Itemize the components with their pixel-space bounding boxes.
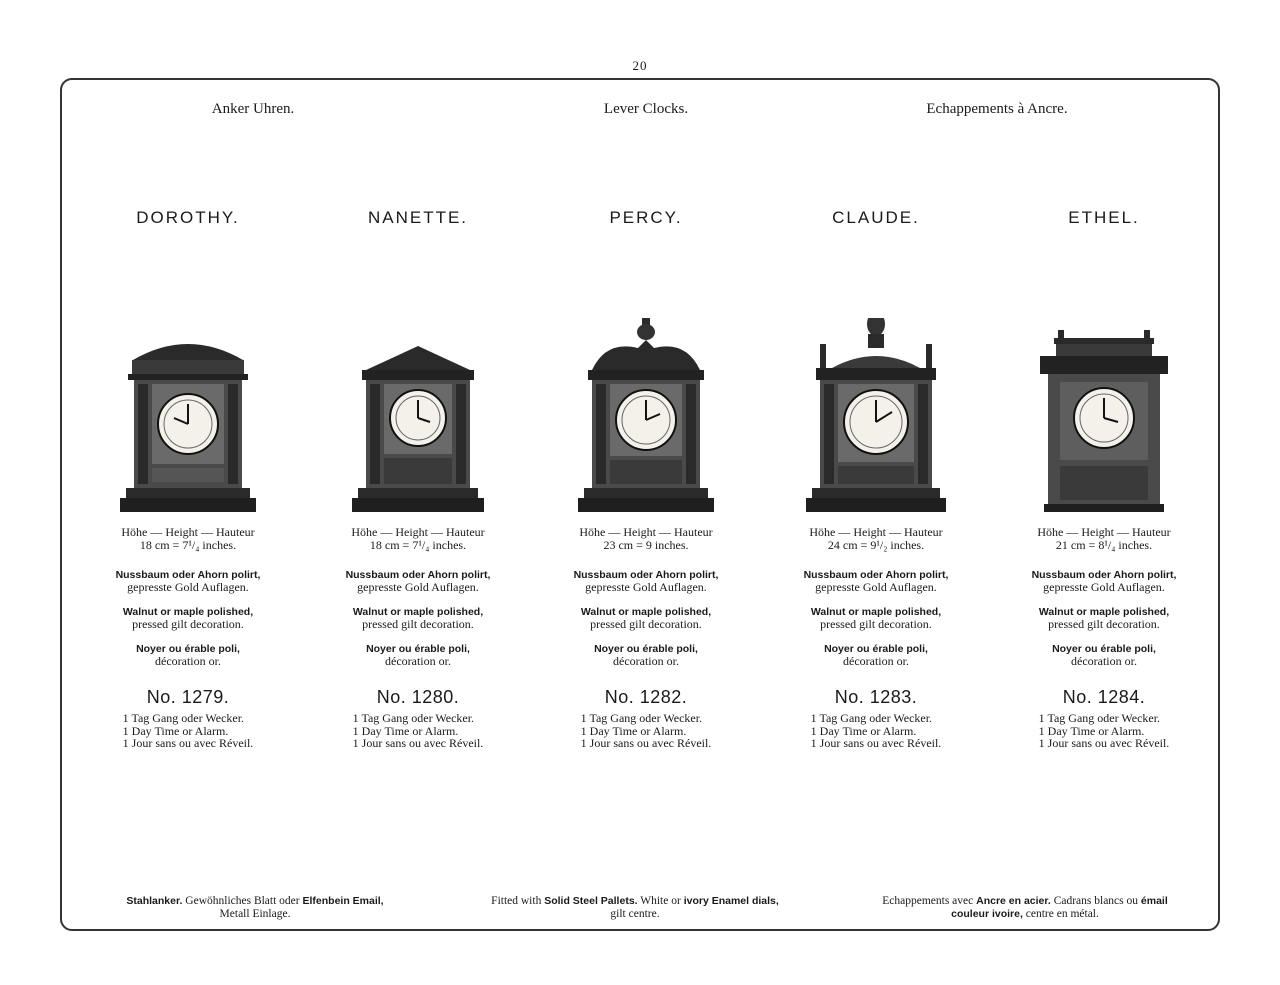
- footer-english-text-3: gilt centre.: [610, 908, 660, 920]
- height-label: Höhe — Height — Hauteur: [809, 525, 943, 539]
- height-label: Höhe — Height — Hauteur: [1037, 525, 1171, 539]
- clock-name: PERCY.: [609, 208, 683, 227]
- clock-name: CLAUDE.: [832, 208, 920, 227]
- footer-french: [842, 895, 1208, 921]
- description-german: Nussbaum oder Ahorn polirt,: [345, 569, 491, 581]
- option-german: 1 Tag Gang oder Wecker.: [1038, 711, 1161, 725]
- description-german: Nussbaum oder Ahorn polirt,: [1031, 569, 1177, 581]
- option-french: 1 Jour sans ou avec Réveil.: [122, 736, 254, 750]
- height-label: Höhe — Height — Hauteur: [351, 525, 485, 539]
- clock-illustration: [348, 318, 488, 518]
- description-english: Walnut or maple polished,: [810, 606, 942, 618]
- footer-french-text-2: Cadrans blancs ou: [1053, 895, 1139, 907]
- movement-options: [581, 712, 712, 750]
- description-german-detail: gepresste Gold Auflagen.: [815, 580, 937, 594]
- model-number: No. 1280.: [376, 687, 460, 707]
- footer-english-bold-2: ivory Enamel dials,: [683, 895, 779, 907]
- clock-illustration: [1034, 318, 1174, 518]
- height-value: 18 cm = 7¹/₄ inches.: [369, 538, 467, 552]
- description-french-detail: décoration or.: [155, 654, 221, 668]
- option-german: 1 Tag Gang oder Wecker.: [352, 711, 475, 725]
- clock-illustration: [118, 318, 258, 518]
- footer-german-bold-1: Stahlanker.: [126, 895, 183, 907]
- header-german: Anker Uhren.: [211, 101, 295, 117]
- movement-options: [353, 712, 484, 750]
- description-english-detail: pressed gilt decoration.: [362, 617, 474, 631]
- footer-german-bold-2: Elfenbein Email,: [302, 895, 384, 907]
- description-german: Nussbaum oder Ahorn polirt,: [573, 569, 719, 581]
- height-value: 23 cm = 9 inches.: [603, 538, 689, 552]
- footer-french-text-3: centre en métal.: [1025, 908, 1099, 920]
- description-german: Nussbaum oder Ahorn polirt,: [115, 569, 261, 581]
- clock-entry-1280: [303, 208, 533, 752]
- option-french: 1 Jour sans ou avec Réveil.: [810, 736, 942, 750]
- description-german-detail: gepresste Gold Auflagen.: [357, 580, 479, 594]
- footer-english: [455, 895, 815, 921]
- footer-english-bold-1: Solid Steel Pallets.: [544, 895, 638, 907]
- option-english: 1 Day Time or Alarm.: [810, 723, 917, 738]
- footer-german-text-1: Gewöhnliches Blatt oder: [185, 895, 300, 907]
- description-french-detail: décoration or.: [613, 654, 679, 668]
- footer-french-text-1: Echappements avec: [882, 895, 974, 907]
- description-german-detail: gepresste Gold Auflagen.: [585, 580, 707, 594]
- option-german: 1 Tag Gang oder Wecker.: [580, 711, 703, 725]
- option-english: 1 Day Time or Alarm.: [122, 723, 229, 738]
- clock-name: DOROTHY.: [136, 208, 240, 227]
- option-french: 1 Jour sans ou avec Réveil.: [352, 736, 484, 750]
- model-number: No. 1283.: [834, 687, 918, 707]
- description-english-detail: pressed gilt decoration.: [820, 617, 932, 631]
- description-german-detail: gepresste Gold Auflagen.: [127, 580, 249, 594]
- header-french: Echappements à Ancre.: [926, 101, 1068, 117]
- option-english: 1 Day Time or Alarm.: [352, 723, 459, 738]
- description-english-detail: pressed gilt decoration.: [1048, 617, 1160, 631]
- model-number: No. 1279.: [146, 687, 230, 707]
- footer-french-bold-2: émail: [1140, 895, 1168, 907]
- movement-options: [811, 712, 942, 750]
- clock-name: ETHEL.: [1068, 208, 1140, 227]
- clock-illustration: [806, 318, 946, 518]
- description-french: Noyer ou érable poli,: [136, 643, 240, 655]
- height-label: Höhe — Height — Hauteur: [579, 525, 713, 539]
- header-english: Lever Clocks.: [603, 101, 689, 117]
- description-french: Noyer ou érable poli,: [1052, 643, 1156, 655]
- option-english: 1 Day Time or Alarm.: [580, 723, 687, 738]
- option-german: 1 Tag Gang oder Wecker.: [810, 711, 933, 725]
- description-french: Noyer ou érable poli,: [366, 643, 470, 655]
- option-french: 1 Jour sans ou avec Réveil.: [580, 736, 712, 750]
- movement-options: [1039, 712, 1170, 750]
- description-french: Noyer ou érable poli,: [594, 643, 698, 655]
- description-english: Walnut or maple polished,: [352, 606, 484, 618]
- description-german: Nussbaum oder Ahorn polirt,: [803, 569, 949, 581]
- footer-french-bold-1: Ancre en acier.: [976, 895, 1051, 907]
- clock-entry-1279: [73, 208, 303, 752]
- description-french-detail: décoration or.: [843, 654, 909, 668]
- clock-illustration: [576, 318, 716, 518]
- height-label: Höhe — Height — Hauteur: [121, 525, 255, 539]
- movement-options: [123, 712, 254, 750]
- description-english-detail: pressed gilt decoration.: [590, 617, 702, 631]
- option-french: 1 Jour sans ou avec Réveil.: [1038, 736, 1170, 750]
- description-english: Walnut or maple polished,: [122, 606, 254, 618]
- description-french-detail: décoration or.: [1071, 654, 1137, 668]
- description-german-detail: gepresste Gold Auflagen.: [1043, 580, 1165, 594]
- clock-entry-1283: [761, 208, 991, 752]
- option-english: 1 Day Time or Alarm.: [1038, 723, 1145, 738]
- height-value: 24 cm = 9¹/₂ inches.: [827, 538, 925, 552]
- clock-name: NANETTE.: [367, 208, 469, 227]
- description-english-detail: pressed gilt decoration.: [132, 617, 244, 631]
- clock-entry-1282: [531, 208, 761, 752]
- page-number: 20: [632, 58, 648, 73]
- footer-english-text-1: Fitted with: [491, 895, 542, 907]
- height-value: 21 cm = 8¹/₄ inches.: [1055, 538, 1153, 552]
- footer-english-text-2: White or: [640, 895, 681, 907]
- description-french: Noyer ou érable poli,: [824, 643, 928, 655]
- description-english: Walnut or maple polished,: [580, 606, 712, 618]
- footer-french-bold-3: couleur ivoire,: [951, 908, 1023, 920]
- footer-german-text-2: Metall Einlage.: [219, 908, 291, 920]
- clock-entry-1284: [989, 208, 1219, 752]
- description-english: Walnut or maple polished,: [1038, 606, 1170, 618]
- footer-german: [90, 895, 420, 921]
- option-german: 1 Tag Gang oder Wecker.: [122, 711, 245, 725]
- model-number: No. 1282.: [604, 687, 688, 707]
- description-french-detail: décoration or.: [385, 654, 451, 668]
- height-value: 18 cm = 7¹/₄ inches.: [139, 538, 237, 552]
- model-number: No. 1284.: [1062, 687, 1146, 707]
